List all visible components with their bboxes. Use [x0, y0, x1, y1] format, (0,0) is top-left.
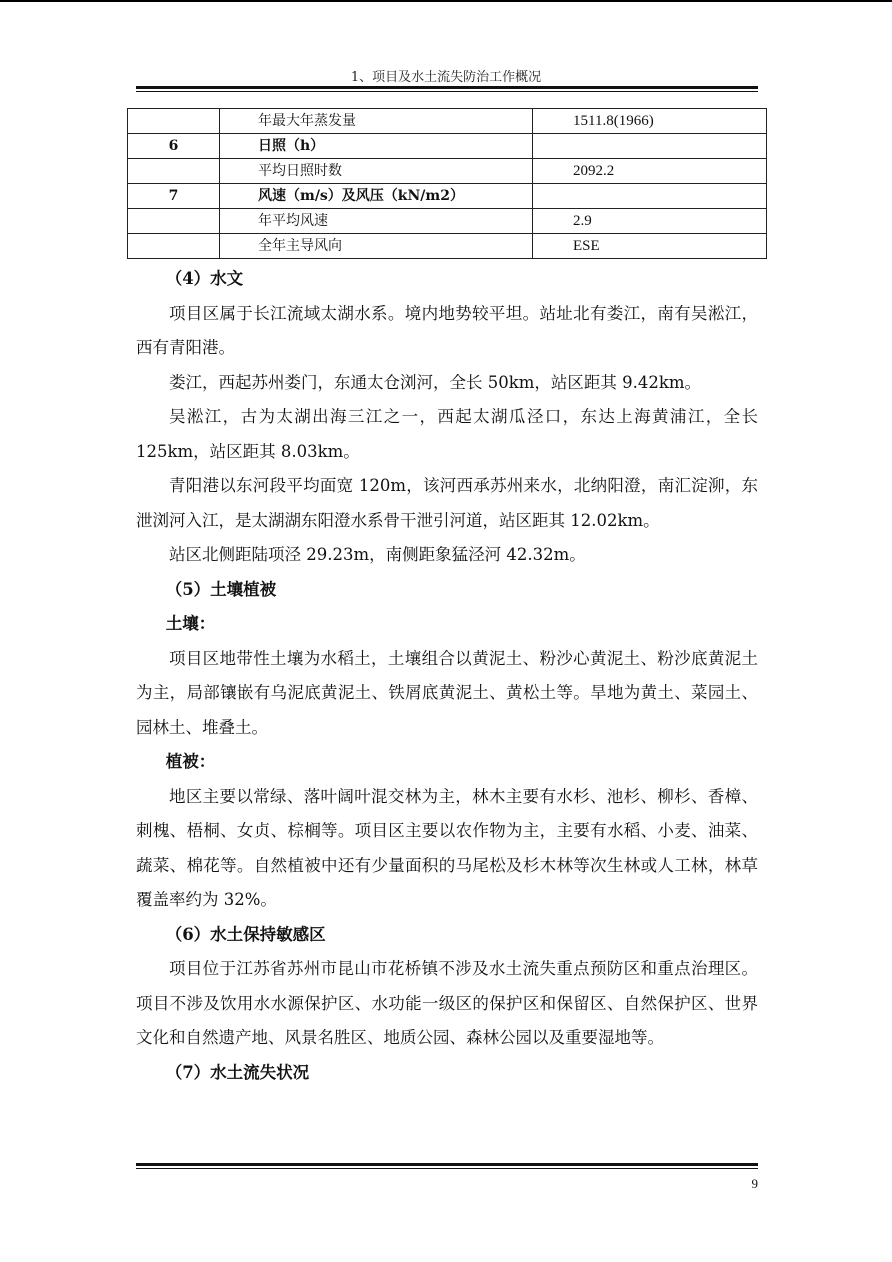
value-cell: 2092.2 — [533, 159, 767, 184]
table-row — [128, 159, 767, 184]
item-cell: 日照（h） — [220, 134, 533, 159]
value-cell: ESE — [533, 234, 767, 259]
row-number-cell — [128, 234, 220, 259]
item-cell: 年最大年蒸发量 — [220, 109, 533, 134]
table-row — [128, 234, 767, 259]
section-heading-hydrology: （4）水文 — [165, 269, 244, 288]
section-heading-erosion-status: （7）水土流失状况 — [165, 1062, 310, 1082]
item-cell: 全年主导风向 — [220, 234, 533, 259]
top-border — [0, 0, 892, 2]
section-heading-soil-vegetation: （5）土壤植被 — [165, 579, 277, 599]
item-cell: 年平均风速 — [220, 209, 533, 234]
paragraph-soil: 项目区地带性土壤为水稻土，土壤组合以黄泥土、粉沙心黄泥土、粉沙底黄泥土为主，局部镶嵌有乌泥底黄泥土、铁屑底黄泥土、黄松土等。旱地为黄土、菜园土、园林土、堆叠土。 — [136, 648, 758, 737]
paragraph-wusongjiang: 吴淞江，古为太湖出海三江之一，西起太湖瓜泾口，东达上海黄浦江，全长 125km，站区距其 8.03km。 — [136, 407, 758, 461]
header-rule-thick — [136, 86, 758, 89]
footer-rule-thick — [136, 1163, 758, 1166]
paragraph-sensitive-areas: 项目位于江苏省苏州市昆山市花桥镇不涉及水土流失重点预防区和重点治理区。项目不涉及饮用水水源保护区、水功能一级区的保护区和保留区、自然保护区、世界文化和自然遗产地、风景名胜区、地质公园、森林公园以及重要湿地等。 — [136, 959, 758, 1047]
header-rule-thin — [136, 91, 758, 92]
footer-rule-thin — [136, 1168, 758, 1169]
row-number-cell: 6 — [128, 134, 220, 159]
section-heading-sensitive-areas: （6）水土保持敏感区 — [165, 924, 326, 944]
subheading-vegetation: 植被： — [165, 752, 216, 771]
item-cell: 平均日照时数 — [220, 159, 533, 184]
row-number-cell — [128, 109, 220, 134]
row-number-cell: 7 — [128, 184, 220, 209]
paragraph-qingyanggang: 青阳港以东河段平均面宽 120m，该河西承苏州来水，北纳阳澄，南汇淀泖，东泄浏河入江，是太湖湖东阳澄水系骨干泄引河道，站区距其 12.02km。 — [136, 476, 758, 530]
paragraph-station-distances: 站区北侧距陆项泾 29.23m，南侧距象猛泾河 42.32m。 — [169, 545, 586, 564]
value-cell — [533, 134, 767, 159]
table-row — [128, 134, 767, 159]
running-header: 1、项目及水土流失防治工作概况 — [350, 70, 542, 85]
paragraph-hydrology-overview: 项目区属于长江流域太湖水系。境内地势较平坦。站址北有娄江，南有吴淞江，西有青阳港。 — [136, 303, 758, 357]
subheading-soil: 土壤： — [165, 614, 216, 633]
paragraph-loujiang: 娄江，西起苏州娄门，东通太仓浏河，全长 50km，站区距其 9.42km。 — [169, 372, 702, 392]
item-cell: 风速（m/s）及风压（kN/m2） — [220, 184, 533, 209]
page-body — [136, 262, 758, 1090]
value-cell — [533, 184, 767, 209]
table-row — [128, 209, 767, 234]
table-row — [128, 109, 767, 134]
climate-table — [127, 108, 767, 259]
page-number: 9 — [751, 1176, 758, 1191]
row-number-cell — [128, 159, 220, 184]
row-number-cell — [128, 209, 220, 234]
value-cell: 2.9 — [533, 209, 767, 234]
paragraph-vegetation: 地区主要以常绿、落叶阔叶混交林为主，林木主要有水杉、池杉、柳杉、香樟、刺槐、梧桐、女贞、棕榈等。项目区主要以农作物为主，主要有水稻、小麦、油菜、蔬菜、棉花等。自然植被中还有少量面积的马尾松及杉木林等次生林或人工林，林草覆盖率约为 32%。 — [136, 786, 758, 909]
value-cell: 1511.8(1966) — [533, 109, 767, 134]
table-row — [128, 184, 767, 209]
